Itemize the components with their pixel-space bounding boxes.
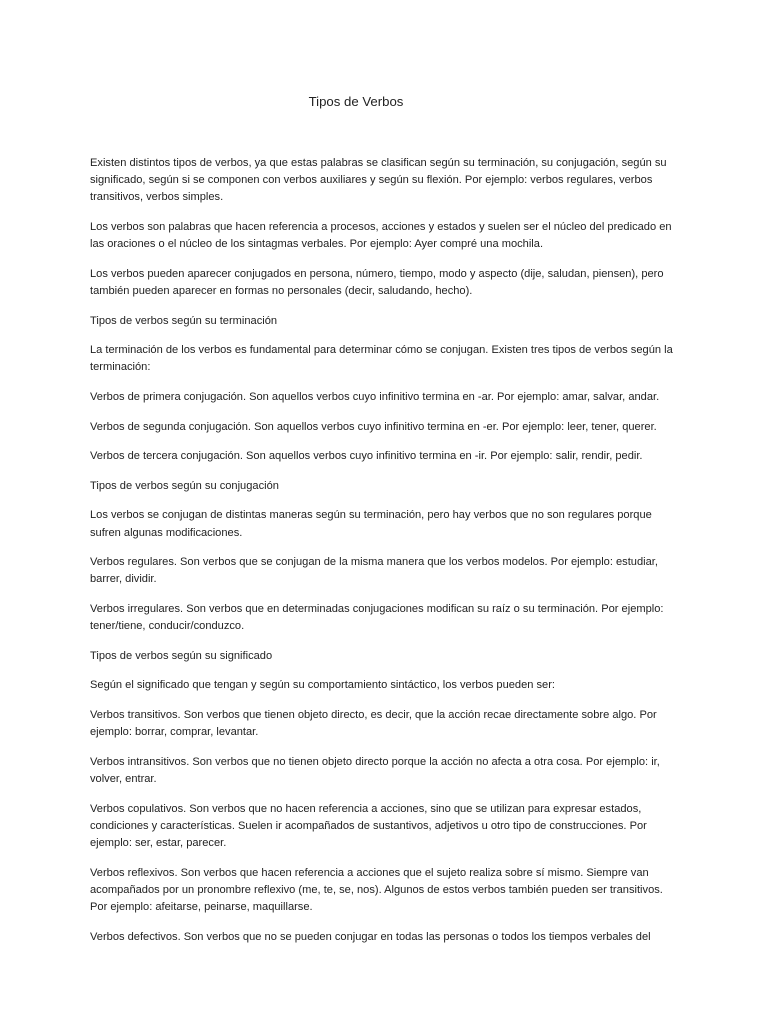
paragraph: Verbos copulativos. Son verbos que no hacen referencia a acciones, sino que se utilizan para expresar estados, condiciones y características. Suelen ir acompañados de sustantivos, adjetivos u otro tipo de construcciones. Por ejemplo: ser, estar, parecer. xyxy=(90,802,647,849)
paragraph: Verbos regulares. Son verbos que se conjugan de la misma manera que los verbos modelos. Por ejemplo: estudiar, barrer, dividir. xyxy=(90,556,658,586)
paragraph: Verbos reflexivos. Son verbos que hacen referencia a acciones que el sujeto realiza sobre sí mismo. Siempre van acompañados por un pronombre reflexivo (me, te, se, nos). Algunos de estos verbos también pueden ser transitivos. Por ejemplo: afeitarse, peinarse, maquillarse. xyxy=(90,866,663,913)
paragraph: Verbos transitivos. Son verbos que tienen objeto directo, es decir, que la acción recae directamente sobre algo. Por ejemplo: borrar, comprar, levantar. xyxy=(90,708,657,739)
paragraph: La terminación de los verbos es fundamental para determinar cómo se conjugan. Existen tres tipos de verbos según la terminación: xyxy=(90,344,673,374)
section-heading: Tipos de verbos según su terminación xyxy=(90,314,278,327)
paragraph: Existen distintos tipos de verbos, ya que estas palabras se clasifican según su terminación, su conjugación, según su significado, según si se componen con verbos auxiliares y según su flexión. Por ejemplo: verbos regulares, verbos transitivos, verbos simples. xyxy=(90,157,667,204)
section-heading: Tipos de verbos según su conjugación xyxy=(90,479,279,492)
section-heading: Tipos de verbos según su significado xyxy=(90,649,273,662)
paragraph: Según el significado que tengan y según su comportamiento sintáctico, los verbos pueden ser: xyxy=(90,679,555,692)
paragraph: Verbos de primera conjugación. Son aquellos verbos cuyo infinitivo termina en -ar. Por ejemplo: amar, salvar, andar. xyxy=(90,390,660,403)
paragraph: Verbos intransitivos. Son verbos que no tienen objeto directo porque la acción no afecta a otra cosa. Por ejemplo: ir, volver, entrar. xyxy=(90,755,660,785)
paragraph: Verbos de segunda conjugación. Son aquellos verbos cuyo infinitivo termina en -er. Por ejemplo: leer, tener, querer. xyxy=(90,420,657,433)
page-title: Tipos de Verbos xyxy=(308,94,404,109)
paragraph: Verbos defectivos. Son verbos que no se pueden conjugar en todas las personas o todos los tiempos verbales del xyxy=(90,930,651,943)
paragraph: Los verbos son palabras que hacen referencia a procesos, acciones y estados y suelen ser el núcleo del predicado en las oraciones o el núcleo de los sintagmas verbales. Por ejemplo: Ayer compré una mochila. xyxy=(90,221,672,251)
paragraph: Verbos irregulares. Son verbos que en determinadas conjugaciones modifican su raíz o su terminación. Por ejemplo: tener/tiene, conducir/conduzco. xyxy=(90,602,664,633)
paragraph: Los verbos pueden aparecer conjugados en persona, número, tiempo, modo y aspecto (dije, saludan, piensen), pero también pueden aparecer en formas no personales (decir, saludando, hecho). xyxy=(90,267,664,297)
document-body xyxy=(90,155,682,958)
paragraph: Verbos de tercera conjugación. Son aquellos verbos cuyo infinitivo termina en -ir. Por ejemplo: salir, rendir, pedir. xyxy=(90,450,643,463)
paragraph: Los verbos se conjugan de distintas maneras según su terminación, pero hay verbos que no son regulares porque sufren algunas modificaciones. xyxy=(90,509,652,539)
